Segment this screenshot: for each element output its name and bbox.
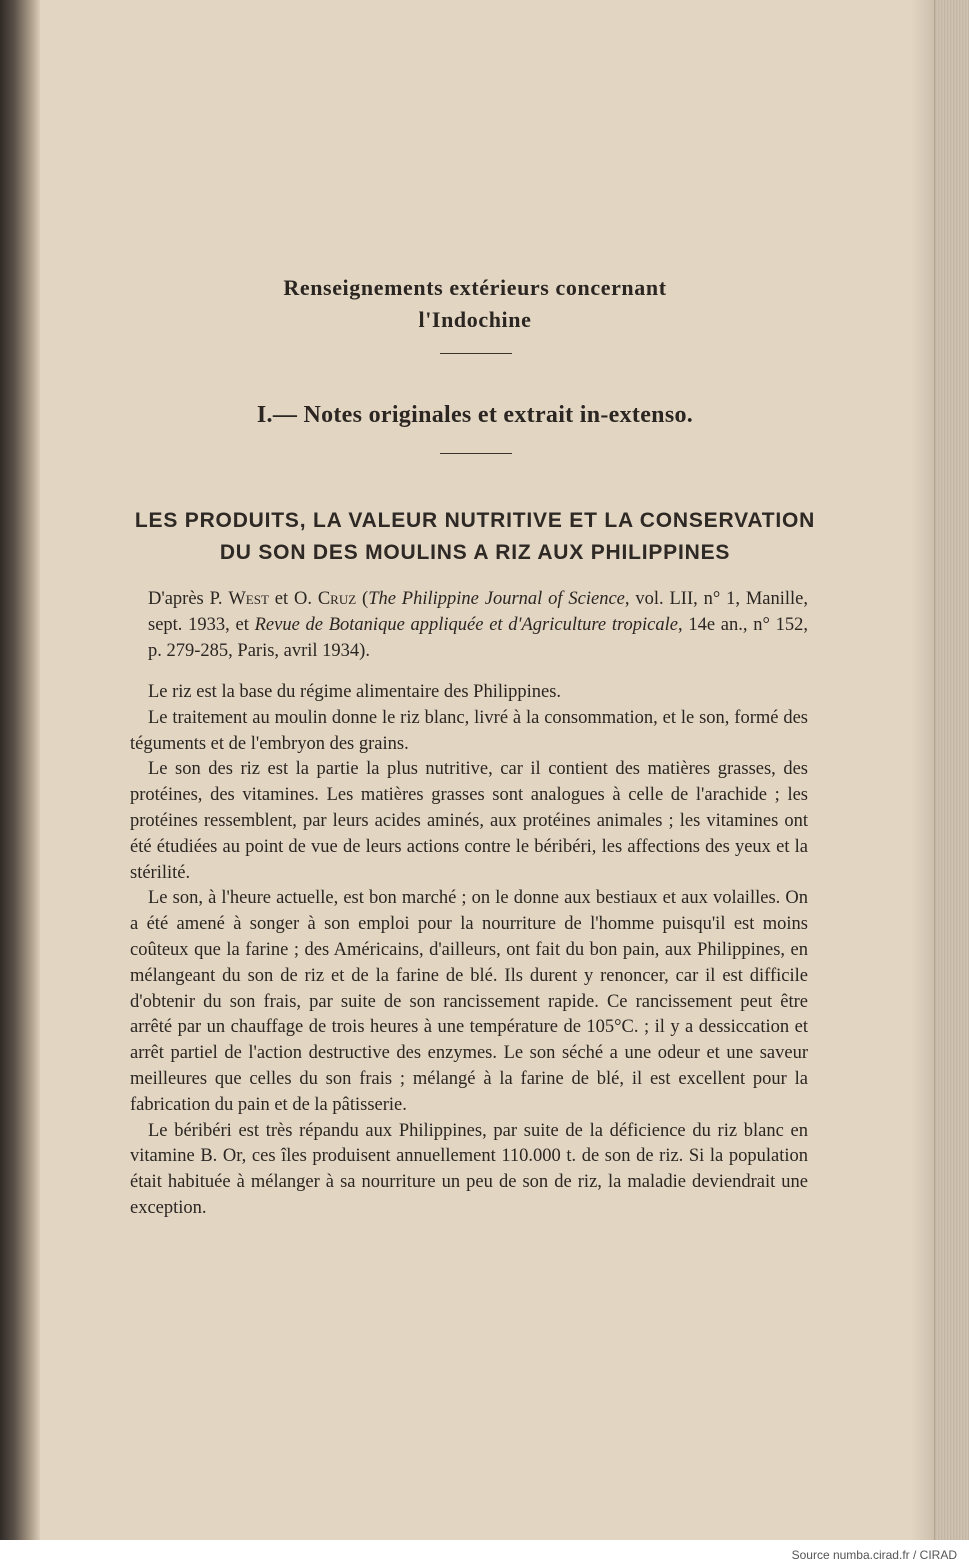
author-name: West [228, 589, 269, 609]
source-details: , 14e an., n° 152, p. 279-285, Paris, avril 1934). [148, 615, 808, 661]
source-credit: Source numba.cirad.fr / CIRAD [791, 1548, 957, 1562]
body-paragraph: Le son des riz est la partie la plus nutritive, car il contient des matières grasses, des protéines, des vitamines. Les matières grasses sont analogues à celle de l'arachide ; les protéines ressemblent, par leurs acides aminés, aux protéines animales ; les vitamines ont été étudiées au point de vue de leurs actions contre le béribéri, les affections des yeux et la stérilité. [130, 759, 808, 883]
body-paragraph: Le béribéri est très répandu aux Philippines, par suite de la déficience du riz blanc en vitamine B. Or, ces îles produisent annuellement 110.000 t. de son de riz. Si la population était habituée à mélanger à sa nourriture un peu de son de riz, la maladie deviendrait une exception. [130, 1120, 808, 1218]
page-edges [934, 0, 969, 1540]
source-citation [130, 586, 808, 664]
journal-name: Revue de Botanique appliquée et d'Agriculture tropicale [254, 615, 678, 635]
source-details: , vol. LII, n° 1, Manille, sept. 1933, et [148, 589, 808, 635]
divider-rule [440, 353, 512, 354]
body-paragraph: Le riz est la base du régime alimentaire des Philippines. [148, 682, 562, 702]
author-name: Cruz [317, 589, 357, 609]
article-source [130, 586, 808, 664]
article-title [110, 505, 840, 569]
book-gutter [0, 0, 40, 1540]
section-header-line1: Renseignements extérieurs concernant [283, 275, 667, 300]
article-body [130, 680, 808, 1222]
article-title-line1: LES PRODUITS, LA VALEUR NUTRITIVE ET LA CONSERVATION [134, 509, 816, 532]
article-title-line2: DU SON DES MOULINS A RIZ AUX PHILIPPINES [219, 541, 731, 564]
source-text: ( [356, 589, 369, 609]
body-paragraph: Le son, à l'heure actuelle, est bon marché ; on le donne aux bestiaux et aux volailles. On a été amené à songer à son emploi pour la nourriture de l'homme puisqu'il est moins coûteux que la farine ; des Américains, d'ailleurs, ont fait du bon pain, aux Philippines, en mélangeant du son de riz et de la farine de blé. Ils durent y renoncer, car il est difficile d'obtenir du son frais, par suite de son rancissement rapide. Ce rancissement peut être arrêté par un chauffage de trois heures à une température de 105°C. ; il y a dessiccation et arrêt partiel de l'action destructive des enzymes. Le son séché a une odeur et une saveur meilleures que celles du son frais ; mélangé à la farine de blé, il est excellent pour la fabrication du pain et de la pâtisserie. [130, 888, 808, 1115]
body-paragraph: Le traitement au moulin donne le riz blanc, livré à la consommation, et le son, formé des téguments et de l'embryon des grains. [130, 707, 808, 754]
source-text: et O. [268, 589, 318, 609]
section-header-line2: l'Indochine [418, 307, 532, 332]
page-shadow [911, 0, 935, 1540]
divider-rule [440, 453, 512, 454]
subsection-title: I.— Notes originales et extrait in-extenso. [256, 402, 694, 428]
source-prefix: D'après P. [148, 589, 229, 609]
journal-name: The Philippine Journal of Science [368, 589, 625, 609]
section-header [150, 272, 800, 336]
